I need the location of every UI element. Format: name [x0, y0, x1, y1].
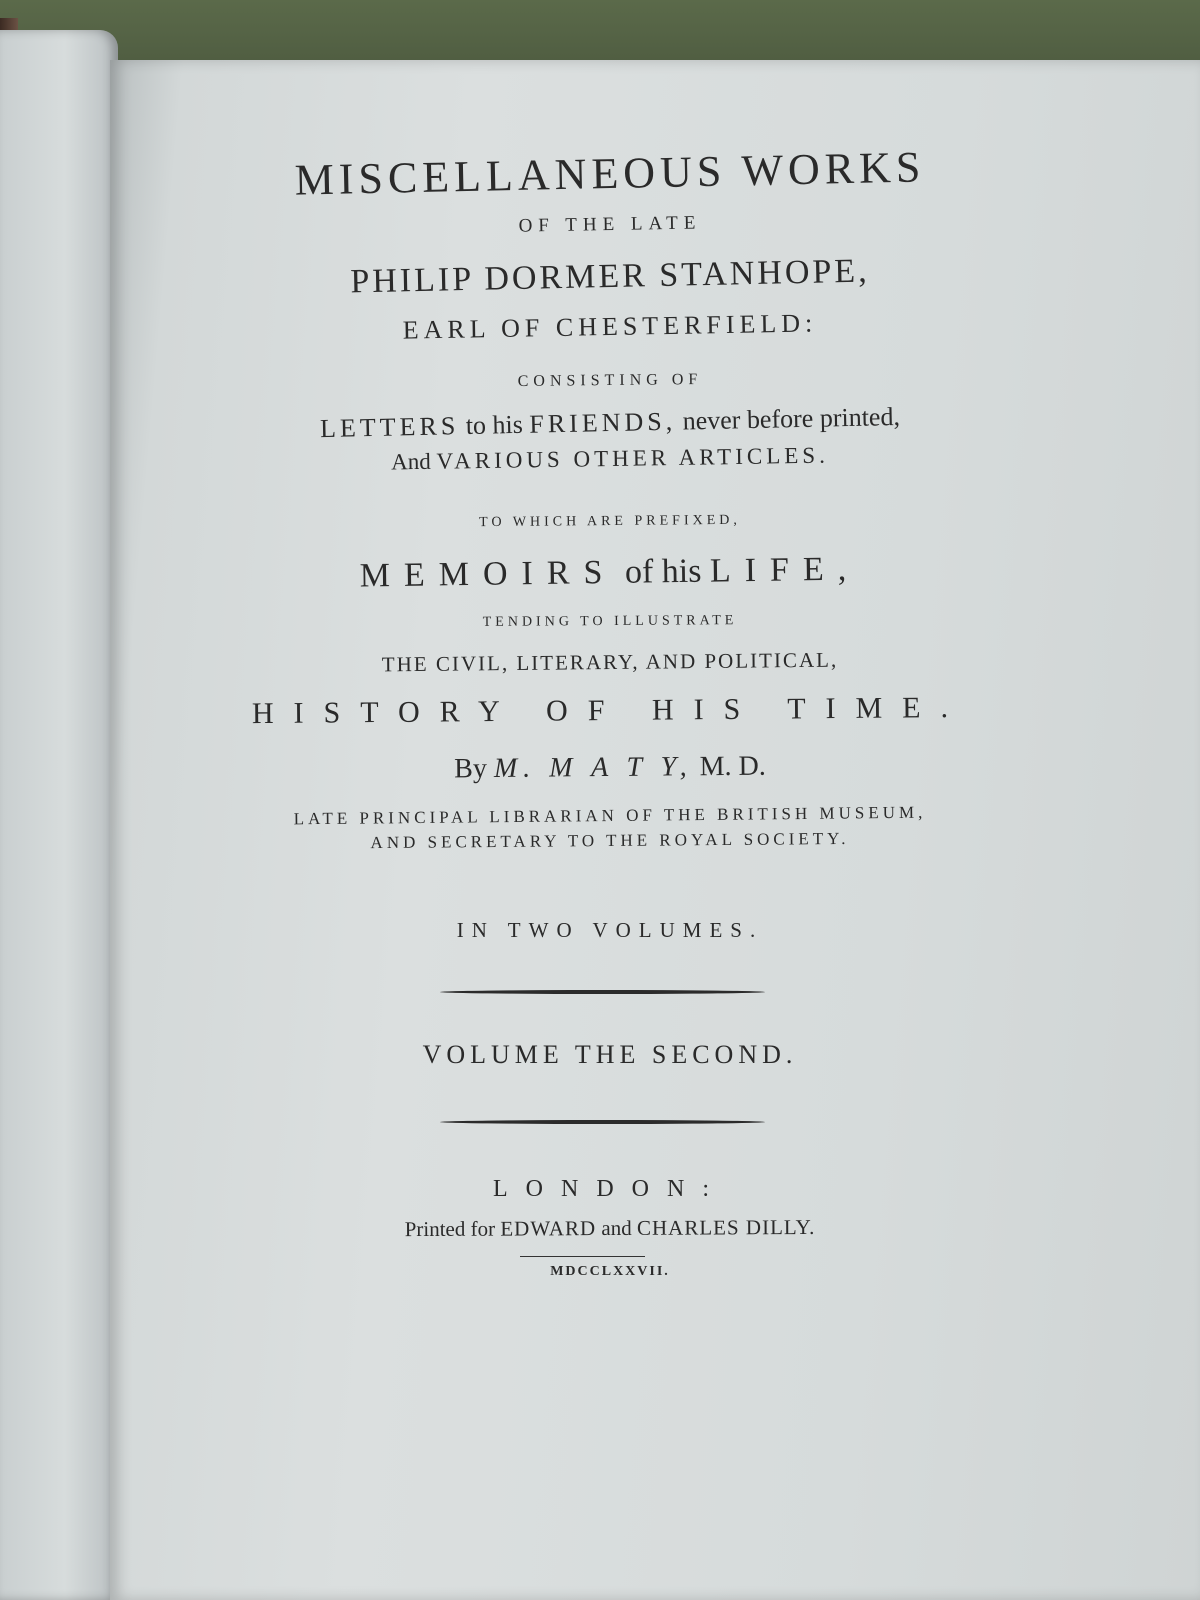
- letters-word: LETTERS: [319, 411, 460, 444]
- book-title: MISCELLANEOUS WORKS: [294, 142, 926, 205]
- memoirs-word: MEMOIRS: [359, 553, 617, 595]
- left-page-leaf: [0, 30, 118, 1600]
- maty-title-line-2: AND SECRETARY TO THE ROYAL SOCIETY.: [370, 828, 850, 853]
- lower-rule: [440, 1120, 765, 1124]
- date-rule: [520, 1256, 645, 1257]
- life-word: LIFE,: [709, 550, 861, 590]
- prefixed-line: TO WHICH ARE PREFIXED,: [479, 512, 741, 531]
- never-printed-text: never before printed,: [675, 401, 901, 436]
- civil-literary-line: THE CIVIL, LITERARY, AND POLITICAL,: [381, 647, 839, 677]
- and-connector: and: [596, 1215, 638, 1241]
- friends-word: FRIENDS,: [529, 406, 677, 439]
- printed-for-text: Printed for: [404, 1216, 501, 1242]
- place-line: LONDON:: [493, 1176, 727, 1202]
- consisting-of: CONSISTING OF: [517, 371, 703, 390]
- maty-name: M. M A T Y,: [493, 751, 693, 785]
- author-name: PHILIP DORMER STANHOPE,: [349, 252, 870, 301]
- volumes-line: IN TWO VOLUMES.: [456, 918, 764, 942]
- md-degree: M. D.: [692, 750, 766, 783]
- various-articles-text: VARIOUS OTHER ARTICLES.: [436, 442, 830, 474]
- volume-the-second: VOLUME THE SECOND.: [422, 1040, 798, 1069]
- to-his-text: to his: [458, 409, 530, 441]
- author-title: EARL OF CHESTERFIELD:: [402, 308, 818, 345]
- of-the-late: OF THE LATE: [518, 212, 702, 237]
- history-line: HISTORY OF HIS TIME.: [251, 690, 969, 731]
- edward-text: EDWARD: [500, 1216, 597, 1241]
- date-line: MDCCLXXVII.: [550, 1264, 670, 1279]
- and-text: And: [390, 448, 437, 475]
- upper-rule: [440, 990, 765, 994]
- tending-line: TENDING TO ILLUSTRATE: [482, 613, 738, 630]
- by-text: By: [454, 753, 495, 785]
- of-his-text: of his: [616, 552, 711, 591]
- printer-line: [110, 1213, 1110, 1243]
- maty-title-line-1: LATE PRINCIPAL LIBRARIAN OF THE BRITISH MUSEUM,: [293, 802, 927, 829]
- charles-dilly-text: CHARLES DILLY.: [636, 1214, 816, 1240]
